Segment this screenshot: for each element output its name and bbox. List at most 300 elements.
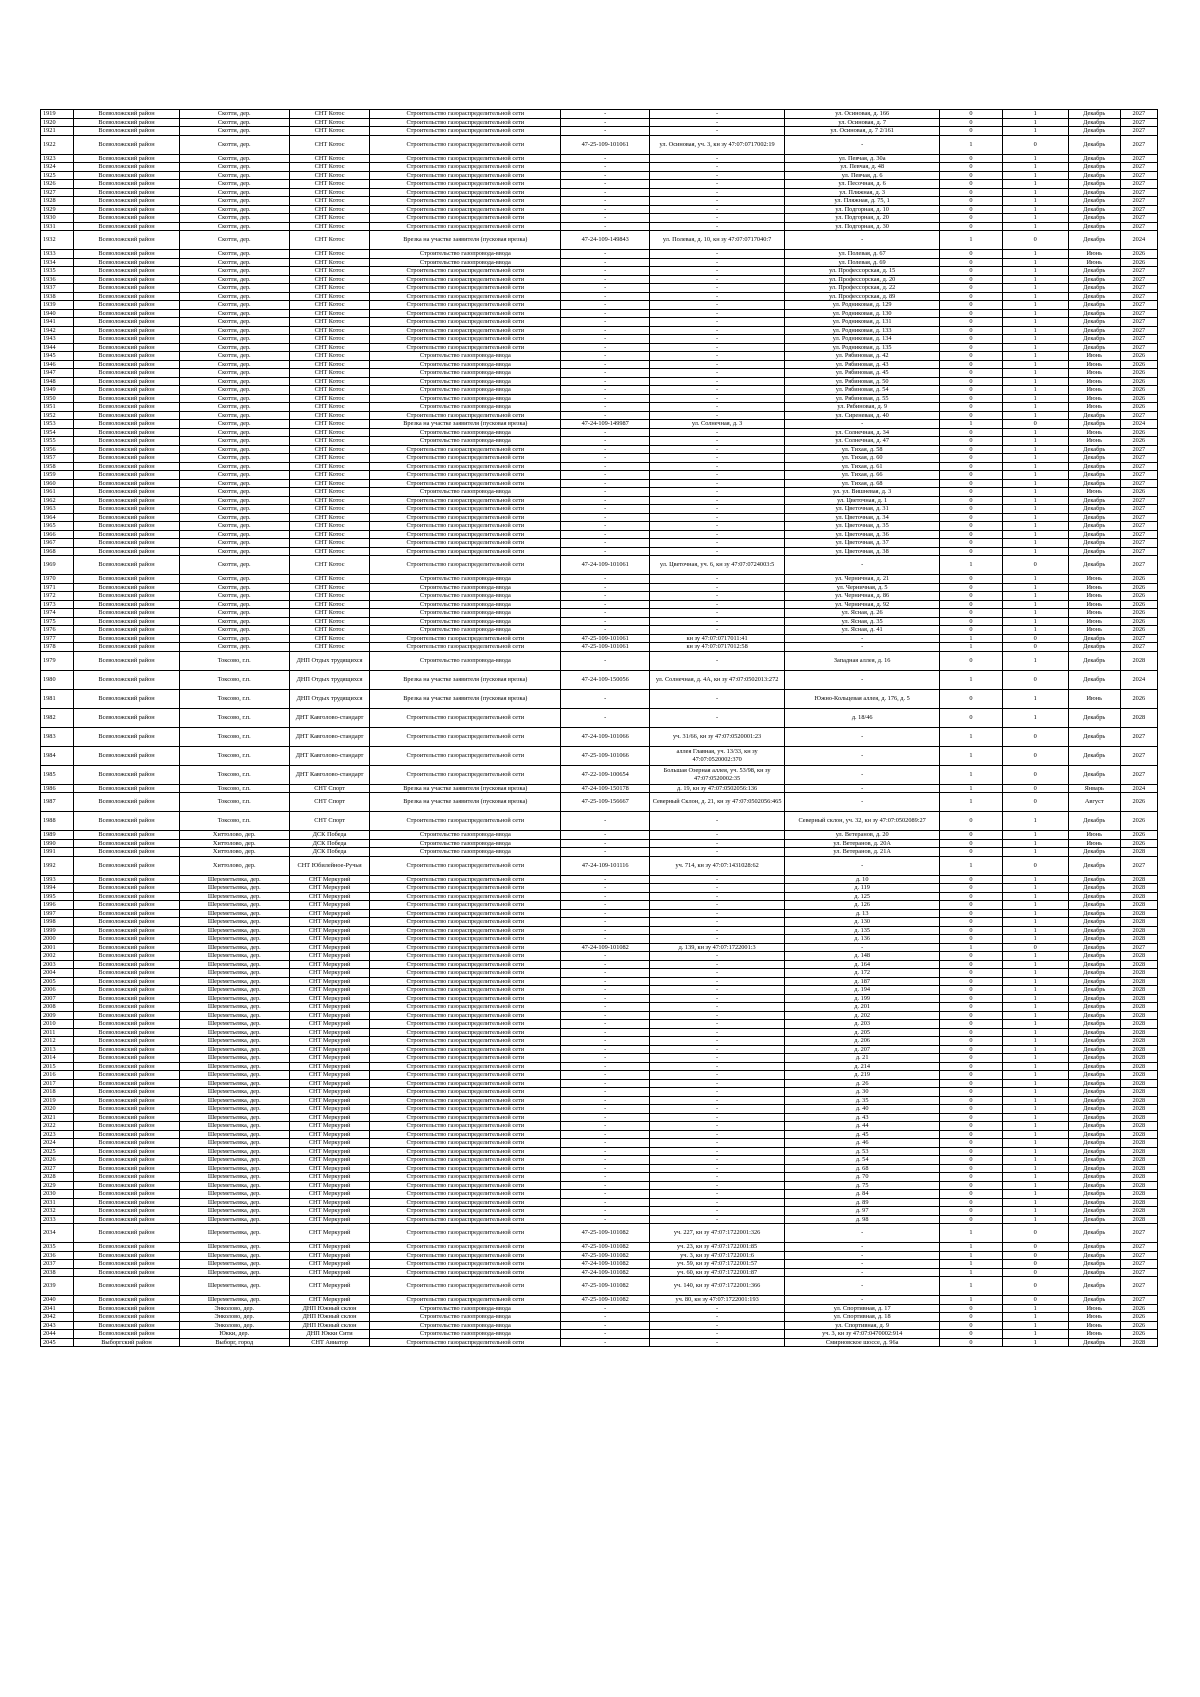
district-cell: Всеволожский район — [74, 1330, 180, 1339]
row-number: 1969 — [41, 556, 74, 575]
work-type-cell: Строительство газопровода-ввода — [370, 352, 561, 361]
row-number: 1959 — [41, 471, 74, 480]
partnership-cell: СНТ Котос — [289, 556, 370, 575]
table-row — [41, 583, 1158, 592]
object-address-cell: - — [650, 901, 785, 910]
year-cell: 2028 — [1120, 1215, 1157, 1224]
table-row — [41, 369, 1158, 378]
object-address-cell: - — [650, 163, 785, 172]
value-1-cell: 0 — [940, 454, 1002, 463]
work-type-cell: Строительство газораспределительной сети — [370, 1181, 561, 1190]
row-number: 2002 — [41, 952, 74, 961]
contract-number-cell: - — [561, 1028, 650, 1037]
settlement-cell: Скотти, дер. — [179, 575, 289, 584]
work-type-cell: Строительство газопровода-ввода — [370, 250, 561, 259]
row-number: 1996 — [41, 901, 74, 910]
work-type-cell: Строительство газораспределительной сети — [370, 1207, 561, 1216]
row-number: 1962 — [41, 496, 74, 505]
address-cell: ул. Профессорская, д. 15 — [784, 267, 939, 276]
value-1-cell: 0 — [940, 1207, 1002, 1216]
work-type-cell: Строительство газораспределительной сети — [370, 943, 561, 952]
settlement-cell: Скотти, дер. — [179, 154, 289, 163]
table-row — [41, 708, 1158, 727]
district-cell: Всеволожский район — [74, 1045, 180, 1054]
work-type-cell: Врезка на участке заявителя (пусковая врезка) — [370, 689, 561, 708]
value-2-cell: 0 — [1002, 634, 1068, 643]
value-2-cell: 1 — [1002, 1198, 1068, 1207]
value-1-cell: 0 — [940, 977, 1002, 986]
value-1-cell: 0 — [940, 689, 1002, 708]
address-cell: д. 97 — [784, 1207, 939, 1216]
address-cell: ул. Ясная, д. 35 — [784, 617, 939, 626]
contract-number-cell: 47-24-109-149987 — [561, 420, 650, 429]
month-cell: Декабрь — [1068, 496, 1120, 505]
work-type-cell: Строительство газораспределительной сети — [370, 1224, 561, 1243]
address-cell: д. 148 — [784, 952, 939, 961]
value-1-cell: 0 — [940, 292, 1002, 301]
table-row — [41, 1113, 1158, 1122]
row-number: 1935 — [41, 267, 74, 276]
district-cell: Всеволожский район — [74, 1011, 180, 1020]
settlement-cell: Скотти, дер. — [179, 301, 289, 310]
object-address-cell: - — [650, 309, 785, 318]
address-cell: - — [784, 765, 939, 784]
object-address-cell: - — [650, 1071, 785, 1080]
object-address-cell: - — [650, 539, 785, 548]
value-2-cell: 1 — [1002, 1054, 1068, 1063]
row-number: 1932 — [41, 231, 74, 250]
address-cell: ул. Певчая, д. 48 — [784, 163, 939, 172]
settlement-cell: Скотти, дер. — [179, 496, 289, 505]
row-number: 1936 — [41, 275, 74, 284]
contract-number-cell: - — [561, 918, 650, 927]
table-row — [41, 163, 1158, 172]
object-address-cell: Северный Склон, д. 21, кн зу 47:07:0502056:465 — [650, 793, 785, 812]
contract-number-cell: - — [561, 154, 650, 163]
address-cell: д. 89 — [784, 1198, 939, 1207]
value-2-cell: 1 — [1002, 301, 1068, 310]
table-row — [41, 1122, 1158, 1131]
district-cell: Всеволожский район — [74, 952, 180, 961]
settlement-cell: Скотти, дер. — [179, 267, 289, 276]
partnership-cell: СНТ Котос — [289, 437, 370, 446]
work-type-cell: Строительство газопровода-ввода — [370, 617, 561, 626]
month-cell: Декабрь — [1068, 935, 1120, 944]
value-1-cell: 0 — [940, 575, 1002, 584]
work-type-cell: Строительство газораспределительной сети — [370, 765, 561, 784]
month-cell: Июнь — [1068, 258, 1120, 267]
table-row — [41, 479, 1158, 488]
value-1-cell: 0 — [940, 360, 1002, 369]
address-cell: - — [784, 420, 939, 429]
district-cell: Всеволожский район — [74, 689, 180, 708]
address-cell: - — [784, 1277, 939, 1296]
partnership-cell: СНТ Котос — [289, 420, 370, 429]
month-cell: Декабрь — [1068, 522, 1120, 531]
object-address-cell: - — [650, 1011, 785, 1020]
value-1-cell: 1 — [940, 670, 1002, 689]
value-2-cell: 1 — [1002, 428, 1068, 437]
partnership-cell: СНТ Меркурий — [289, 1215, 370, 1224]
table-row — [41, 513, 1158, 522]
row-number: 2004 — [41, 969, 74, 978]
value-2-cell: 1 — [1002, 1330, 1068, 1339]
month-cell: Декабрь — [1068, 163, 1120, 172]
contract-number-cell: - — [561, 1313, 650, 1322]
month-cell: Июнь — [1068, 600, 1120, 609]
year-cell: 2026 — [1120, 369, 1157, 378]
settlement-cell: Скотти, дер. — [179, 609, 289, 618]
value-2-cell: 1 — [1002, 1088, 1068, 1097]
settlement-cell: Шереметьевка, дер. — [179, 1062, 289, 1071]
district-cell: Всеволожский район — [74, 1028, 180, 1037]
row-number: 1921 — [41, 127, 74, 136]
object-address-cell: - — [650, 394, 785, 403]
year-cell: 2027 — [1120, 267, 1157, 276]
settlement-cell: Шереметьевка, дер. — [179, 1003, 289, 1012]
object-address-cell: - — [650, 352, 785, 361]
month-cell: Декабрь — [1068, 926, 1120, 935]
value-1-cell: 0 — [940, 1190, 1002, 1199]
month-cell: Декабрь — [1068, 197, 1120, 206]
partnership-cell: ДСК Победа — [289, 839, 370, 848]
table-row — [41, 462, 1158, 471]
table-row — [41, 575, 1158, 584]
partnership-cell: СНТ Котос — [289, 205, 370, 214]
table-row — [41, 1330, 1158, 1339]
work-type-cell: Строительство газораспределительной сети — [370, 471, 561, 480]
work-type-cell: Строительство газораспределительной сети — [370, 556, 561, 575]
object-address-cell: - — [650, 197, 785, 206]
value-1-cell: 0 — [940, 1045, 1002, 1054]
month-cell: Декабрь — [1068, 318, 1120, 327]
value-1-cell: 0 — [940, 445, 1002, 454]
table-row — [41, 1296, 1158, 1305]
object-address-cell: - — [650, 267, 785, 276]
year-cell: 2027 — [1120, 856, 1157, 875]
row-number: 1985 — [41, 765, 74, 784]
settlement-cell: Скотти, дер. — [179, 163, 289, 172]
row-number: 2015 — [41, 1062, 74, 1071]
district-cell: Всеволожский район — [74, 977, 180, 986]
district-cell: Всеволожский район — [74, 1079, 180, 1088]
object-address-cell: кн зу 47:07:0717012:58 — [650, 643, 785, 652]
work-type-cell: Строительство газораспределительной сети — [370, 267, 561, 276]
value-1-cell: 0 — [940, 884, 1002, 893]
work-type-cell: Врезка на участке заявителя (пусковая врезка) — [370, 784, 561, 793]
district-cell: Всеволожский район — [74, 784, 180, 793]
table-row — [41, 1054, 1158, 1063]
row-number: 2037 — [41, 1260, 74, 1269]
value-2-cell: 1 — [1002, 394, 1068, 403]
value-2-cell: 0 — [1002, 1296, 1068, 1305]
row-number: 1939 — [41, 301, 74, 310]
object-address-cell: - — [650, 505, 785, 514]
value-2-cell: 1 — [1002, 592, 1068, 601]
month-cell: Июнь — [1068, 403, 1120, 412]
year-cell: 2028 — [1120, 909, 1157, 918]
month-cell: Декабрь — [1068, 765, 1120, 784]
partnership-cell: ДНТ Кавголово-стандарт — [289, 708, 370, 727]
table-row — [41, 793, 1158, 812]
contract-number-cell: - — [561, 127, 650, 136]
contract-number-cell: - — [561, 188, 650, 197]
value-1-cell: 0 — [940, 994, 1002, 1003]
partnership-cell: ДНП Отдых трудящихся — [289, 689, 370, 708]
value-1-cell: 0 — [940, 318, 1002, 327]
year-cell: 2028 — [1120, 1088, 1157, 1097]
value-2-cell: 1 — [1002, 335, 1068, 344]
year-cell: 2027 — [1120, 1243, 1157, 1252]
year-cell: 2026 — [1120, 626, 1157, 635]
table-row — [41, 1045, 1158, 1054]
address-cell: ул. Родниковая, д. 131 — [784, 318, 939, 327]
address-cell: Южно-Кольцевая аллея, д. 176, д. 5 — [784, 689, 939, 708]
month-cell: Декабрь — [1068, 969, 1120, 978]
month-cell: Декабрь — [1068, 154, 1120, 163]
year-cell: 2027 — [1120, 496, 1157, 505]
district-cell: Всеволожский район — [74, 918, 180, 927]
table-row — [41, 592, 1158, 601]
table-row — [41, 1224, 1158, 1243]
contract-number-cell: - — [561, 462, 650, 471]
object-address-cell: - — [650, 609, 785, 618]
row-number: 2031 — [41, 1198, 74, 1207]
address-cell: ул. Рябиновая, д. 43 — [784, 360, 939, 369]
value-2-cell: 1 — [1002, 1028, 1068, 1037]
partnership-cell: СНТ Меркурий — [289, 918, 370, 927]
work-type-cell: Строительство газораспределительной сети — [370, 1062, 561, 1071]
year-cell: 2027 — [1120, 513, 1157, 522]
partnership-cell: СНТ Меркурий — [289, 901, 370, 910]
value-2-cell: 1 — [1002, 1020, 1068, 1029]
partnership-cell: СНТ Меркурий — [289, 909, 370, 918]
contract-number-cell: - — [561, 394, 650, 403]
address-cell: д. 35 — [784, 1096, 939, 1105]
settlement-cell: Токсово, г.п. — [179, 708, 289, 727]
settlement-cell: Скотти, дер. — [179, 445, 289, 454]
object-address-cell: - — [650, 952, 785, 961]
district-cell: Всеволожский район — [74, 592, 180, 601]
contract-number-cell: - — [561, 969, 650, 978]
address-cell: ул. Сиреневая, д. 40 — [784, 411, 939, 420]
month-cell: Декабрь — [1068, 309, 1120, 318]
year-cell: 2027 — [1120, 505, 1157, 514]
value-1-cell: 0 — [940, 1130, 1002, 1139]
value-2-cell: 0 — [1002, 765, 1068, 784]
object-address-cell: - — [650, 600, 785, 609]
month-cell: Декабрь — [1068, 547, 1120, 556]
month-cell: Июнь — [1068, 609, 1120, 618]
address-cell: ул. Осиновая, д. 7 2/161 — [784, 127, 939, 136]
district-cell: Всеволожский район — [74, 284, 180, 293]
district-cell: Всеволожский район — [74, 986, 180, 995]
object-address-cell: уч. 31/66, кн зу 47:07:0520001:23 — [650, 727, 785, 746]
work-type-cell: Строительство газопровода-ввода — [370, 394, 561, 403]
object-address-cell: - — [650, 335, 785, 344]
year-cell: 2028 — [1120, 875, 1157, 884]
year-cell: 2028 — [1120, 935, 1157, 944]
value-2-cell: 1 — [1002, 250, 1068, 259]
month-cell: Июнь — [1068, 583, 1120, 592]
contract-number-cell: - — [561, 1105, 650, 1114]
value-2-cell: 1 — [1002, 1045, 1068, 1054]
contract-number-cell: - — [561, 1215, 650, 1224]
partnership-cell: СНТ Котос — [289, 575, 370, 584]
object-address-cell: - — [650, 522, 785, 531]
year-cell: 2027 — [1120, 479, 1157, 488]
month-cell: Декабрь — [1068, 1113, 1120, 1122]
partnership-cell: СНТ Меркурий — [289, 1028, 370, 1037]
value-2-cell: 1 — [1002, 977, 1068, 986]
settlement-cell: Скотти, дер. — [179, 600, 289, 609]
year-cell: 2024 — [1120, 231, 1157, 250]
contract-number-cell: - — [561, 205, 650, 214]
table-row — [41, 1260, 1158, 1269]
object-address-cell: - — [650, 403, 785, 412]
value-2-cell: 1 — [1002, 1207, 1068, 1216]
address-cell: ул. Черничная, д. 86 — [784, 592, 939, 601]
object-address-cell: - — [650, 831, 785, 840]
work-type-cell: Строительство газораспределительной сети — [370, 301, 561, 310]
partnership-cell: СНТ Котос — [289, 180, 370, 189]
value-1-cell: 0 — [940, 918, 1002, 927]
partnership-cell: СНТ Меркурий — [289, 1105, 370, 1114]
district-cell: Всеволожский район — [74, 1037, 180, 1046]
table-row — [41, 1198, 1158, 1207]
district-cell: Всеволожский район — [74, 960, 180, 969]
value-1-cell: 0 — [940, 479, 1002, 488]
work-type-cell: Строительство газопровода-ввода — [370, 360, 561, 369]
settlement-cell: Скотти, дер. — [179, 471, 289, 480]
district-cell: Всеволожский район — [74, 360, 180, 369]
year-cell: 2027 — [1120, 556, 1157, 575]
settlement-cell: Шереметьевка, дер. — [179, 918, 289, 927]
value-1-cell: 0 — [940, 609, 1002, 618]
contract-number-cell: - — [561, 926, 650, 935]
value-2-cell: 0 — [1002, 793, 1068, 812]
value-1-cell: 1 — [940, 643, 1002, 652]
table-row — [41, 901, 1158, 910]
work-type-cell: Строительство газораспределительной сети — [370, 188, 561, 197]
object-address-cell: - — [650, 1003, 785, 1012]
object-address-cell: - — [650, 258, 785, 267]
district-cell: Всеволожский район — [74, 1088, 180, 1097]
object-address-cell: - — [650, 1321, 785, 1330]
work-type-cell: Строительство газопровода-ввода — [370, 583, 561, 592]
table-row — [41, 1011, 1158, 1020]
work-type-cell: Строительство газораспределительной сети — [370, 222, 561, 231]
value-1-cell: 0 — [940, 250, 1002, 259]
month-cell: Декабрь — [1068, 505, 1120, 514]
row-number: 1986 — [41, 784, 74, 793]
value-1-cell: 0 — [940, 205, 1002, 214]
month-cell: Декабрь — [1068, 267, 1120, 276]
settlement-cell: Скотти, дер. — [179, 335, 289, 344]
value-2-cell: 1 — [1002, 471, 1068, 480]
work-type-cell: Строительство газораспределительной сети — [370, 1037, 561, 1046]
year-cell: 2026 — [1120, 575, 1157, 584]
partnership-cell: СНТ Котос — [289, 471, 370, 480]
work-type-cell: Строительство газопровода-ввода — [370, 386, 561, 395]
settlement-cell: Хиттолово, дер. — [179, 848, 289, 857]
row-number: 1956 — [41, 445, 74, 454]
settlement-cell: Скотти, дер. — [179, 369, 289, 378]
district-cell: Всеволожский район — [74, 377, 180, 386]
month-cell: Декабрь — [1068, 471, 1120, 480]
value-2-cell: 1 — [1002, 935, 1068, 944]
month-cell: Июнь — [1068, 1330, 1120, 1339]
partnership-cell: СНТ Котос — [289, 360, 370, 369]
partnership-cell: СНТ Котос — [289, 479, 370, 488]
value-1-cell: 0 — [940, 488, 1002, 497]
partnership-cell: СНТ Меркурий — [289, 1243, 370, 1252]
contract-number-cell: - — [561, 250, 650, 259]
settlement-cell: Скотти, дер. — [179, 205, 289, 214]
district-cell: Всеволожский район — [74, 403, 180, 412]
district-cell: Всеволожский район — [74, 530, 180, 539]
contract-number-cell: - — [561, 222, 650, 231]
value-2-cell: 1 — [1002, 1304, 1068, 1313]
partnership-cell: СНТ Котос — [289, 609, 370, 618]
contract-number-cell: - — [561, 575, 650, 584]
partnership-cell: СНТ Меркурий — [289, 1079, 370, 1088]
object-address-cell: - — [650, 626, 785, 635]
district-cell: Всеволожский район — [74, 352, 180, 361]
district-cell: Выборгский район — [74, 1338, 180, 1347]
contract-number-cell: 47-22-109-100654 — [561, 765, 650, 784]
row-number: 1943 — [41, 335, 74, 344]
settlement-cell: Скотти, дер. — [179, 284, 289, 293]
work-type-cell: Строительство газораспределительной сети — [370, 522, 561, 531]
month-cell: Декабрь — [1068, 1122, 1120, 1131]
table-row — [41, 918, 1158, 927]
row-number: 1964 — [41, 513, 74, 522]
contract-number-cell: - — [561, 267, 650, 276]
value-2-cell: 1 — [1002, 952, 1068, 961]
district-cell: Всеволожский район — [74, 884, 180, 893]
partnership-cell: СНТ Меркурий — [289, 1164, 370, 1173]
address-cell: ул. Рябиновая, д. 45 — [784, 369, 939, 378]
year-cell: 2026 — [1120, 1330, 1157, 1339]
month-cell: Декабрь — [1068, 1156, 1120, 1165]
value-1-cell: 0 — [940, 403, 1002, 412]
year-cell: 2027 — [1120, 171, 1157, 180]
settlement-cell: Скотти, дер. — [179, 222, 289, 231]
object-address-cell: - — [650, 1054, 785, 1063]
partnership-cell: СНТ Меркурий — [289, 884, 370, 893]
value-2-cell: 0 — [1002, 856, 1068, 875]
settlement-cell: Шереметьевка, дер. — [179, 1268, 289, 1277]
district-cell: Всеволожский район — [74, 1020, 180, 1029]
year-cell: 2026 — [1120, 609, 1157, 618]
contract-number-cell: - — [561, 1321, 650, 1330]
value-2-cell: 1 — [1002, 369, 1068, 378]
value-2-cell: 1 — [1002, 445, 1068, 454]
row-number: 1941 — [41, 318, 74, 327]
partnership-cell: СНТ Спорт — [289, 812, 370, 831]
row-number: 1998 — [41, 918, 74, 927]
table-row — [41, 118, 1158, 127]
year-cell: 2028 — [1120, 1181, 1157, 1190]
month-cell: Декабрь — [1068, 1020, 1120, 1029]
table-row — [41, 171, 1158, 180]
address-cell: д. 68 — [784, 1164, 939, 1173]
year-cell: 2026 — [1120, 437, 1157, 446]
value-1-cell: 0 — [940, 505, 1002, 514]
settlement-cell: Шереметьевка, дер. — [179, 969, 289, 978]
value-2-cell: 1 — [1002, 1011, 1068, 1020]
